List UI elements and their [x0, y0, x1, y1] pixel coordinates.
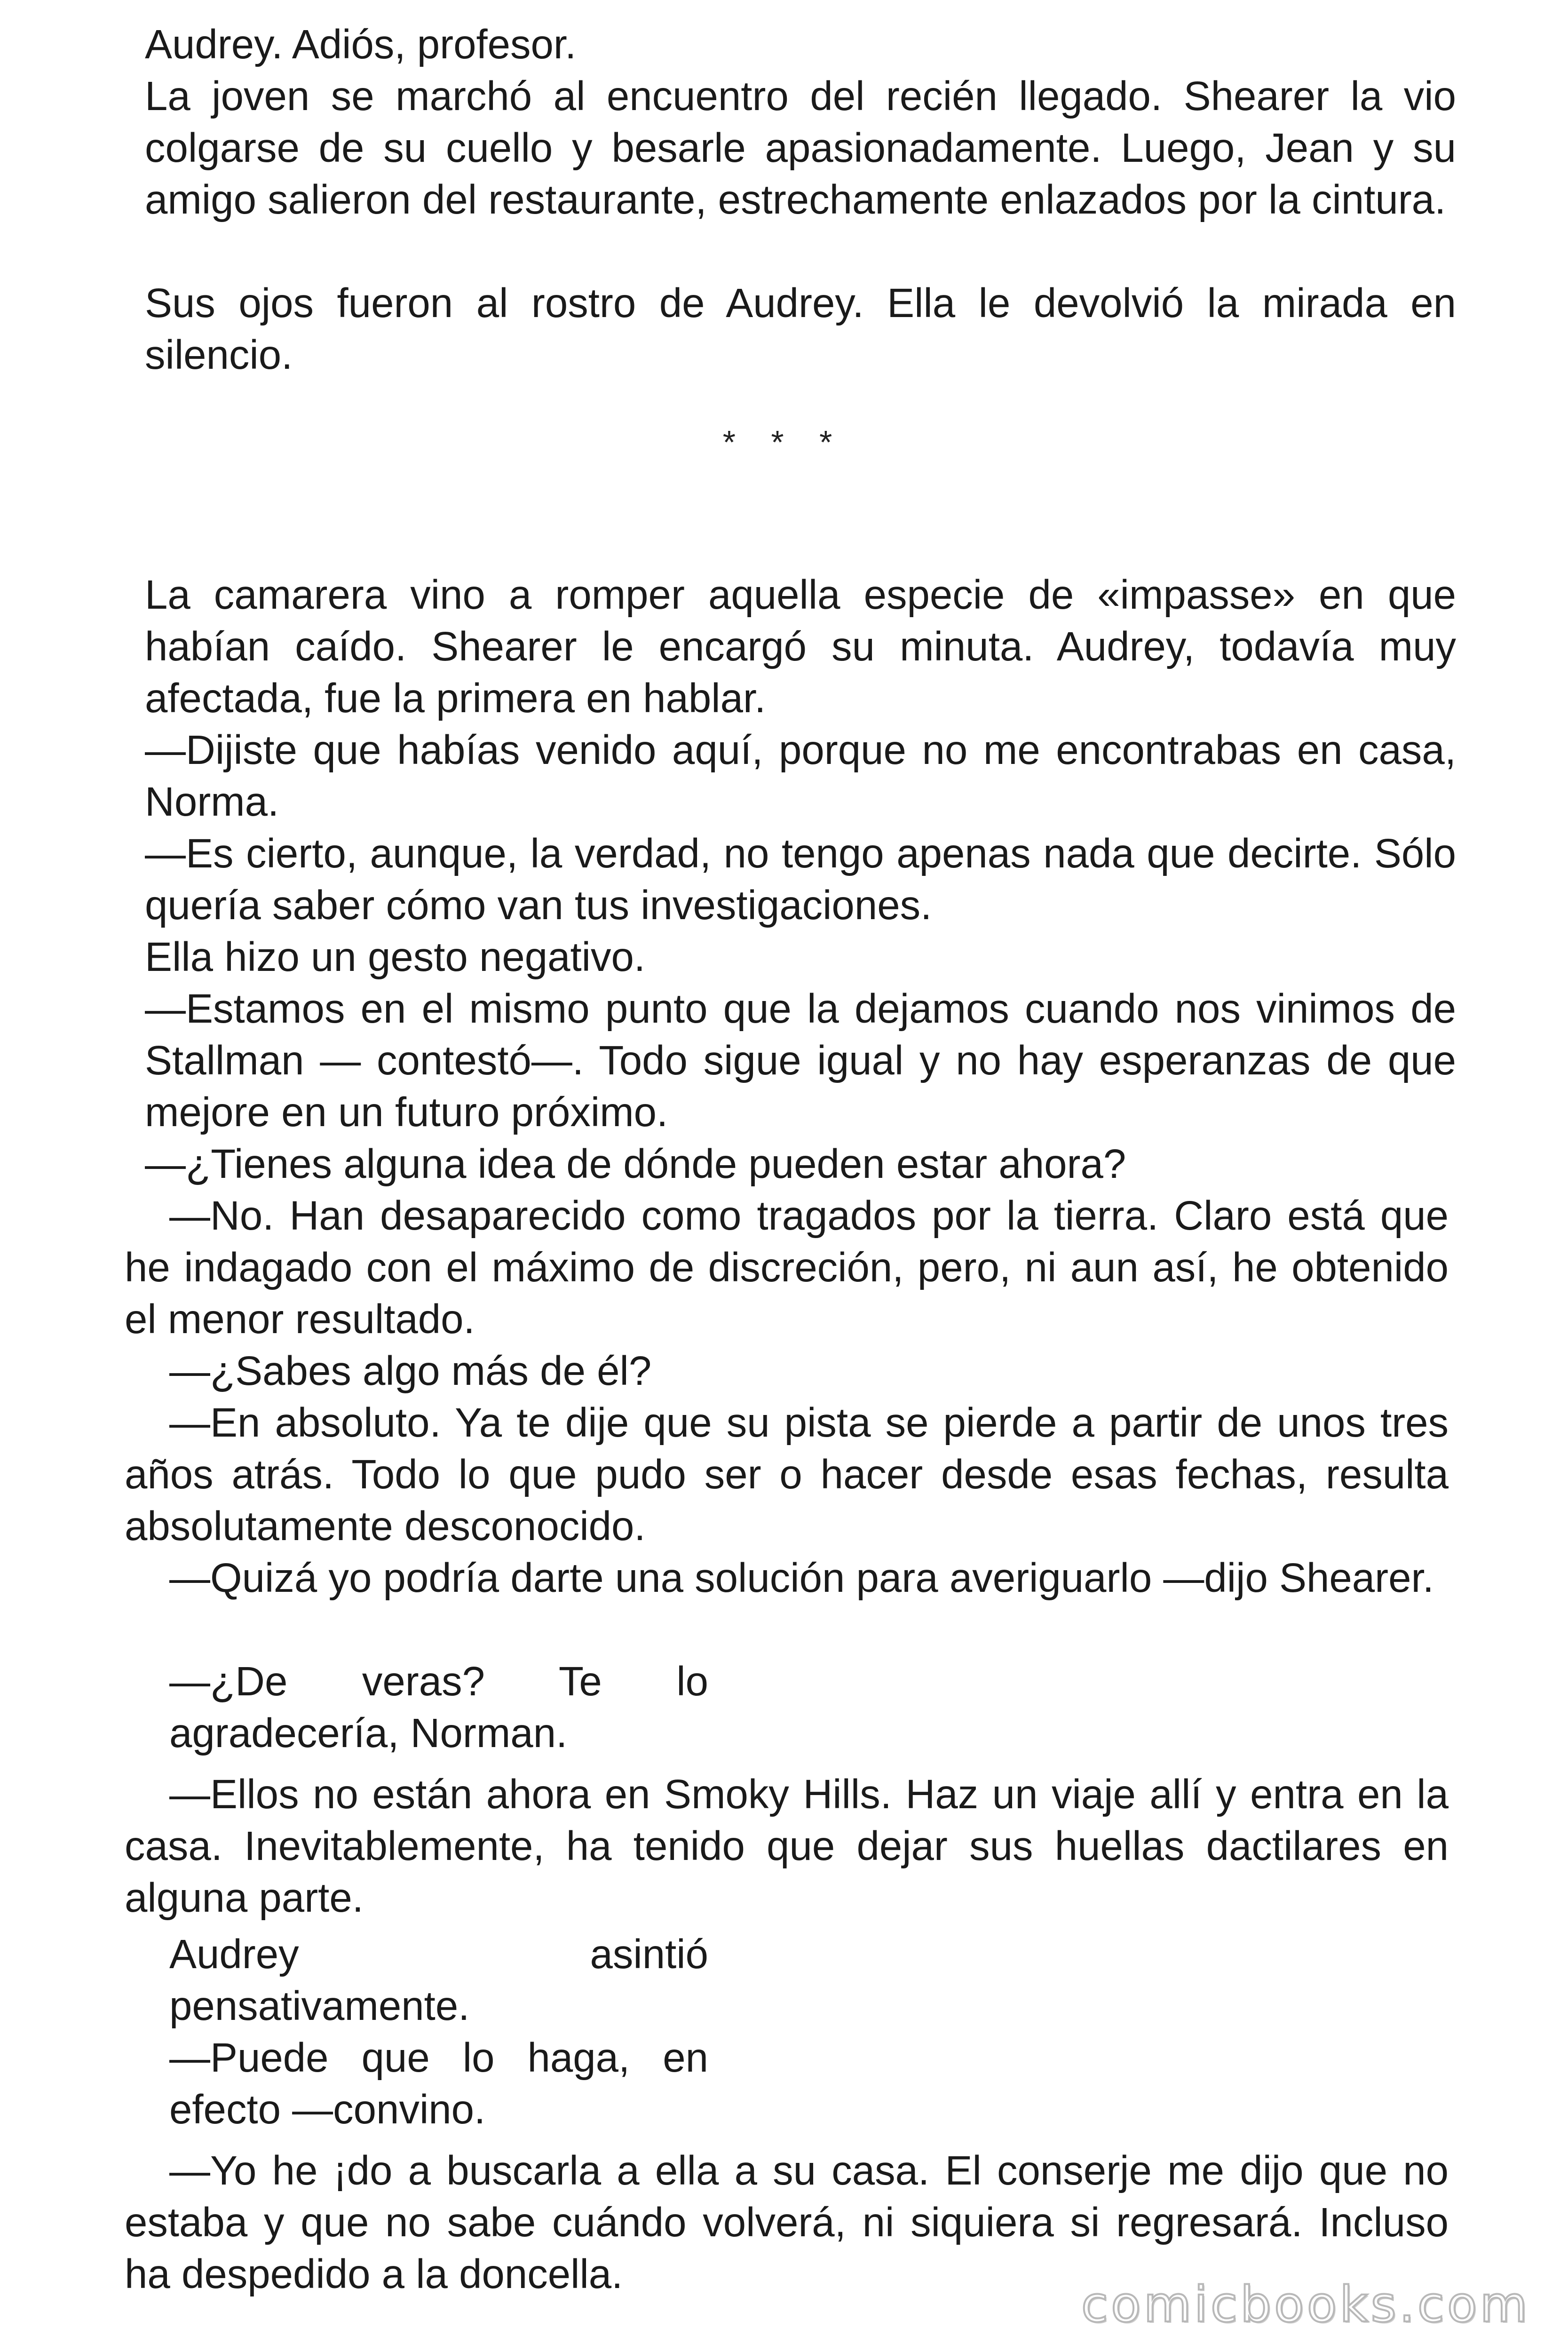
paragraph: Ella hizo un gesto negativo. — [145, 934, 646, 980]
paragraph: —En absoluto. Ya te dije que su pista se pierde a partir de unos tres años atrás. Todo lo que pudo ser o hacer desde esas fechas, resulta absolutamente desconocido. — [125, 1400, 1449, 1549]
paragraph: —Quizá yo podría darte una solución para averiguarlo —dijo Shearer. — [169, 1555, 1434, 1601]
paragraph: —¿Sabes algo más de él? — [169, 1348, 652, 1394]
paragraph: —Ellos no están ahora en Smoky Hills. Haz un viaje allí y entra en la casa. Inevitablemente, ha tenido que dejar sus huellas dactilares en alguna parte. — [125, 1772, 1449, 1921]
paragraph: Audrey. Adiós, profesor. — [145, 22, 577, 67]
paragraph: Sus ojos fueron al rostro de Audrey. Ella le devolvió la mirada en silencio. — [145, 280, 1456, 378]
paragraph: —No. Han desaparecido como tragados por la tierra. Claro está que he indagado con el máximo de discreción, pero, ni aun así, he obtenido el menor resultado. — [125, 1193, 1449, 1342]
paragraph: —¿Tienes alguna idea de dónde pueden estar ahora? — [145, 1141, 1126, 1187]
paragraph: —Estamos en el mismo punto que la dejamos cuando nos vinimos de Stallman — contestó—. Todo sigue igual y no hay esperanzas de que mejore en un futuro próximo. — [145, 986, 1456, 1135]
watermark-logo: comicbooks.com — [1081, 2276, 1530, 2333]
paragraph: —Yo he ¡do a buscarla a ella a su casa. El conserje me dijo que no estaba y que no sabe cuándo volverá, ni siquiera si regresará. Incluso ha despedido a la doncella. — [125, 2148, 1449, 2297]
paragraph: Audrey asintió pensativamente. — [169, 1931, 708, 2029]
paragraph: —Puede que lo haga, en efecto —convino. — [169, 2035, 708, 2132]
paragraph: La camarera vino a romper aquella especie de «impasse» en que habían caído. Shearer le encargó su minuta. Audrey, todavía muy afectada, fue la primera en hablar. — [145, 572, 1456, 721]
paragraph: —¿De veras? Te lo agradecería, Norman. — [169, 1659, 708, 1756]
paragraph: —Es cierto, aunque, la verdad, no tengo apenas nada que decirte. Sólo quería saber cómo van tus investigaciones. — [145, 831, 1456, 928]
paragraph: —Dijiste que habías venido aquí, porque no me encontrabas en casa, Norma. — [145, 727, 1456, 825]
section-separator: * * * — [722, 424, 846, 461]
paragraph: La joven se marchó al encuentro del recién llegado. Shearer la vio colgarse de su cuello y besarle apasionadamente. Luego, Jean y su amigo salieron del restaurante, estrechamente enlazados por la cintura. — [145, 73, 1456, 222]
